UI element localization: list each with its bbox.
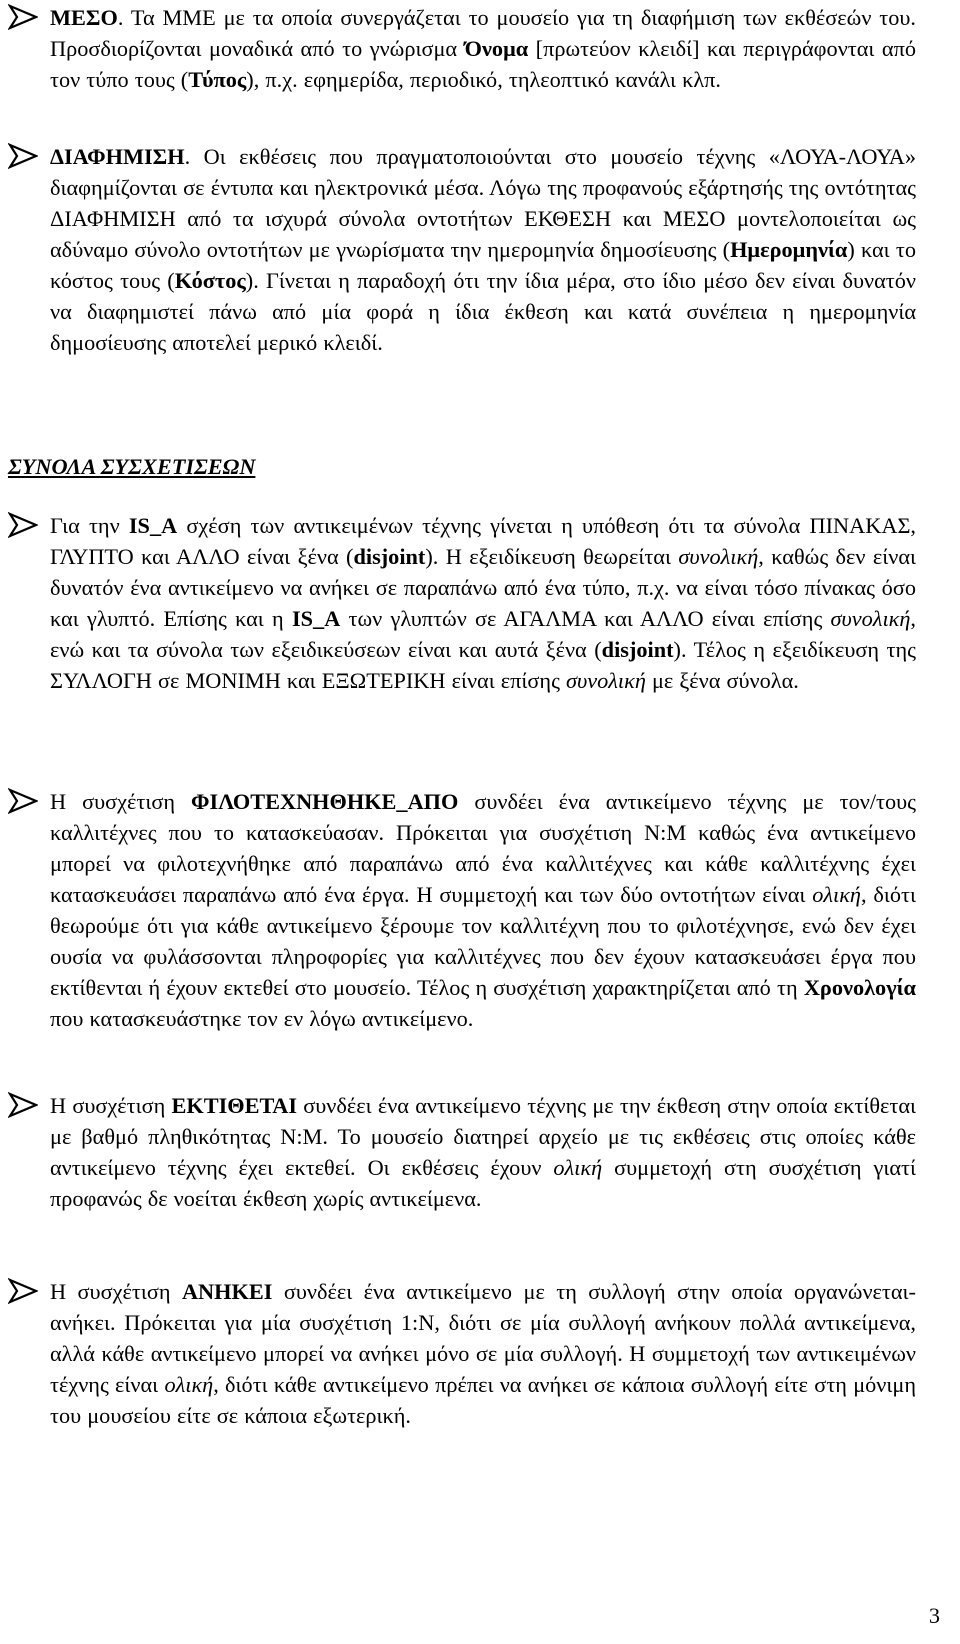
bold-term: disjoint <box>601 637 674 662</box>
italic-term: ολική <box>553 1155 603 1180</box>
text-run: . Οι εκθέσεις που πραγματοποιούνται στο μουσείο τέχνης «ΛΟΥΑ-ΛΟΥΑ» διαφημίζονται σε έντυπα και ηλεκτρονικά μέσα. Λόγω της προφανούς εξάρτησής της οντότητας ΔΙΑΦΗΜΙΣΗ από τα ισχυρά σύνολα οντοτήτων ΕΚΘΕΣΗ και ΜΕΣΟ μοντελοποιείται ως αδύναμο σύνολο οντοτήτων με γνωρίσματα την ημερομηνία δημοσίευσης ( <box>50 144 916 262</box>
text-run: Για την <box>50 513 129 538</box>
list-item <box>8 1090 916 1214</box>
italic-term: ολική <box>812 882 861 907</box>
list-item <box>8 141 916 358</box>
text-run: ), π.χ. εφημερίδα, περιοδικό, τηλεοπτικό κανάλι κλπ. <box>246 67 721 92</box>
text-run: σχέση των αντικειμένων τέχνης γίνεται η υπόθεση ότι τα σύνολα ΠΙΝΑΚΑΣ, ΓΛΥΠΤΟ και ΑΛΛΟ είναι ξένα ( <box>50 513 917 569</box>
text-run: ). Η εξειδίκευση θεωρείται <box>425 544 679 569</box>
arrowhead-bullet-icon <box>8 788 38 814</box>
arrowhead-bullet-icon <box>8 4 38 30</box>
paragraph <box>50 510 916 696</box>
italic-term: συνολική <box>566 668 646 693</box>
text-run: , διότι θεωρούμε ότι για κάθε αντικείμενο ξέρουμε τον καλλιτέχνη που το φιλοτέχνησε, ενώ δεν έχει ουσία να φυλάσσονται πληροφορίες για καλλιτέχνες που δεν έχουν κατασκευάσει έργα που εκτίθενται ή έχουν εκτεθεί στο μουσείο. Τέλος η συσχέτιση χαρακτηρίζεται από τη <box>50 882 916 1000</box>
page-number: 3 <box>928 1603 940 1628</box>
arrowhead-bullet-icon <box>8 1278 38 1304</box>
bold-term: IS_A <box>128 513 178 538</box>
list-item <box>8 786 916 1034</box>
italic-term: συνολική <box>830 606 911 631</box>
text-run: Η συσχέτιση <box>50 789 192 814</box>
list-item <box>8 510 916 696</box>
bold-term: ΜΕΣΟ <box>50 5 118 30</box>
bold-term: Τύπος <box>188 67 247 92</box>
paragraph <box>50 1276 916 1431</box>
text-run: με ξένα σύνολα. <box>645 668 799 693</box>
paragraph <box>50 786 916 1034</box>
arrowhead-bullet-icon <box>8 1092 38 1118</box>
bold-term: ΕΚΤΙΘΕΤΑΙ <box>171 1093 298 1118</box>
bold-term: IS_A <box>291 606 341 631</box>
bold-term: Κόστος <box>174 268 246 293</box>
bold-term: Όνομα <box>464 36 529 61</box>
text-run: που κατασκευάστηκε τον εν λόγω αντικείμενο. <box>50 1006 474 1031</box>
text-run: Η συσχέτιση <box>50 1279 182 1304</box>
text-run: συνδέει ένα αντικείμενο τέχνης με τον/τους καλλιτέχνες που το κατασκεύασαν. Πρόκειται για συσχέτιση Ν:Μ καθώς ένα αντικείμενο μπορεί να φιλοτεχνήθηκε από παραπάνω από ένα καλλιτέχνες και κάθε καλλιτέχνης έχει κατασκευάσει παραπάνω από ένα έργα. Η συμμετοχή και των δύο οντοτήτων είναι <box>50 789 917 907</box>
list-item <box>8 1276 916 1431</box>
section-heading: ΣΥΝΟΛΑ ΣΥΣΧΕΤΙΣΕΩΝ <box>8 454 256 479</box>
text-run: συμμετοχή στη συσχέτιση γιατί προφανώς δε νοείται έκθεση χωρίς αντικείμενα. <box>50 1155 916 1211</box>
italic-term: ολική <box>164 1372 214 1397</box>
list-item <box>8 2 916 95</box>
text-run: , καθώς δεν είναι δυνατόν ένα αντικείμενο να ανήκει σε παραπάνω από ένα τύπο, π.χ. να είναι τόσο πίνακας όσο και γλυπτό. Επίσης και η <box>50 544 917 631</box>
text-run: ) και το κόστος τους ( <box>50 237 917 293</box>
text-run: συνδέει ένα αντικείμενο με τη συλλογή στην οποία οργανώνεται-ανήκει. Πρόκειται για μία συσχέτιση 1:Ν, διότι σε μία συλλογή ανήκουν πολλά αντικείμενα, αλλά κάθε αντικείμενο μπορεί να ανήκει μόνο σε μία συλλογή. Η συμμετοχή των αντικειμένων τέχνης είναι <box>50 1279 916 1397</box>
text-run: . Τα ΜΜΕ με τα οποία συνεργάζεται το μουσείο για τη διαφήμιση των εκθέσεών του. Προσδιορίζονται μοναδικά από το γνώρισμα <box>50 5 916 61</box>
paragraph <box>50 2 916 95</box>
text-run: , ενώ και τα σύνολα των εξειδικεύσεων είναι και αυτά ξένα ( <box>50 606 916 662</box>
bold-term: disjoint <box>353 544 426 569</box>
text-run: Η συσχέτιση <box>50 1093 172 1118</box>
bold-term: ΦΙΛΟΤΕΧΝΗΘΗΚΕ_ΑΠΟ <box>191 789 459 814</box>
arrowhead-bullet-icon <box>8 512 38 538</box>
text-run: ). Γίνεται η παραδοχή ότι την ίδια μέρα, στο ίδιο μέσο δεν είναι δυνατόν να διαφημιστεί πάνω από μία φορά η ίδια έκθεση και κατά συνέπεια η ημερομηνία δημοσίευσης αποτελεί μερικό κλειδί. <box>50 268 916 355</box>
arrowhead-bullet-icon <box>8 143 38 169</box>
bold-term: ΑΝΗΚΕΙ <box>181 1279 273 1304</box>
text-run: [πρωτεύον κλειδί] και περιγράφονται από τον τύπο τους ( <box>50 36 916 92</box>
bold-term: Χρονολογία <box>803 975 916 1000</box>
text-run: , διότι κάθε αντικείμενο πρέπει να ανήκει σε κάποια συλλογή είτε στη μόνιμη του μουσείου είτε σε κάποια εξωτερική. <box>50 1372 916 1428</box>
paragraph <box>50 1090 916 1214</box>
bold-term: Ημερομηνία <box>730 237 848 262</box>
paragraph <box>50 141 916 358</box>
text-run: των γλυπτών σε ΑΓΑΛΜΑ και ΑΛΛΟ είναι επίσης <box>340 606 831 631</box>
text-run: συνδέει ένα αντικείμενο τέχνης με την έκθεση στην οποία εκτίθεται με βαθμό πληθικότητας Ν:Μ. Το μουσείο διατηρεί αρχείο με τις εκθέσεις στις οποίες κάθε αντικείμενο τέχνης έχει εκτεθεί. Οι εκθέσεις έχουν <box>50 1093 916 1180</box>
text-run: ). Τέλος η εξειδίκευση της ΣΥΛΛΟΓΗ σε ΜΟΝΙΜΗ και ΕΞΩΤΕΡΙΚΗ είναι επίσης <box>50 637 916 693</box>
bold-term: ΔΙΑΦΗΜΙΣΗ <box>50 144 185 169</box>
italic-term: συνολική <box>678 544 759 569</box>
